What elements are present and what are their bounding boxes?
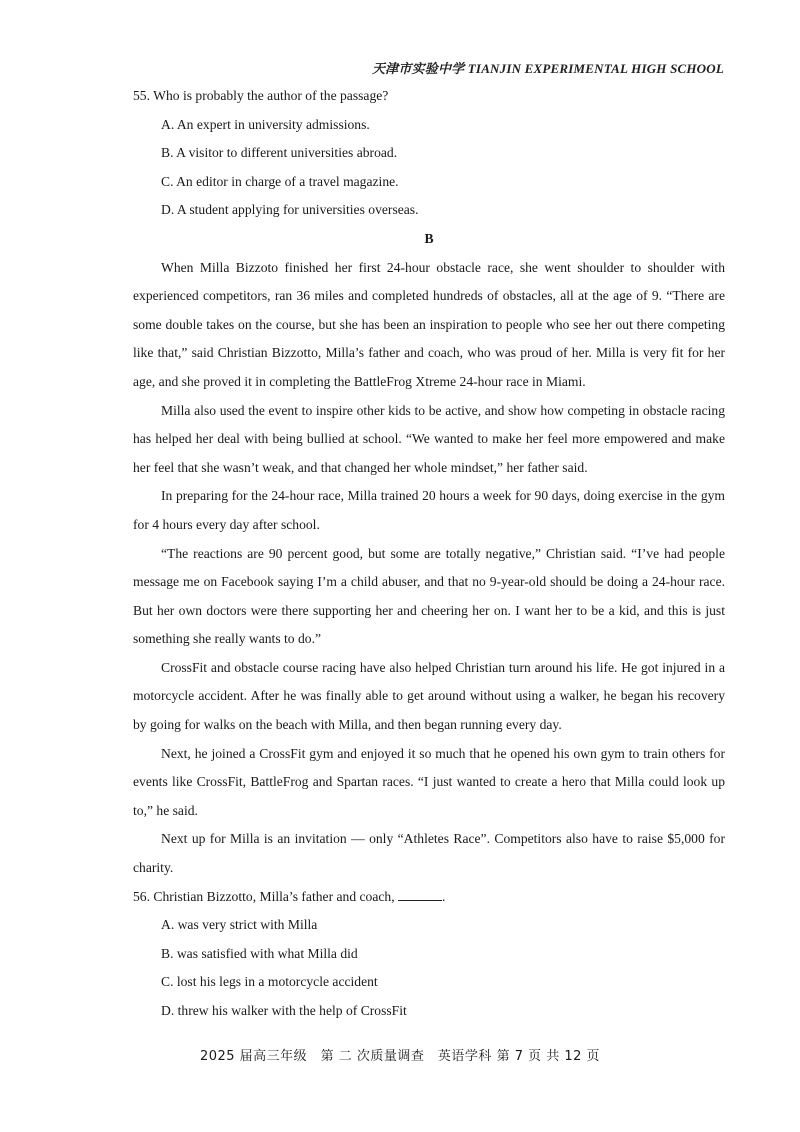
question-56-option-c: C. lost his legs in a motorcycle accident [161,974,378,990]
school-header: 天津市实验中学 TIANJIN EXPERIMENTAL HIGH SCHOOL [371,61,724,76]
passage-paragraph: Milla also used the event to inspire other kids to be active, and show how competing in obstacle racing has helped her deal with being bullied at school. “We wanted to make her feel more empowered and make her feel that she wasn’t weak, and that changed her whole mindset,” her father said. [133,402,725,475]
question-55-option-d: D. A student applying for universities overseas. [161,202,419,218]
question-56-option-b: B. was satisfied with what Milla did [161,945,358,961]
passage-paragraph: When Milla Bizzoto finished her first 24-hour obstacle race, she went shoulder to shoulder with experienced competitors, ran 36 miles and completed hundreds of obstacles, all at the age of 9. “There are some double takes on the course, but she has been an inspiration to people who see her out there competing like that,” said Christian Bizzotto, Milla’s father and coach, who was proud of her. Milla is very fit for her age, and she proved it in completing the BattleFrog Xtreme 24-hour race in Miami. [133,259,725,389]
question-56-stem-prefix: 56. Christian Bizzotto, Milla’s father and coach, [133,888,399,904]
passage-paragraph: “The reactions are 90 percent good, but some are totally negative,” Christian said. “I’ve had people message me on Facebook saying I’m a child abuser, and that no 9-year-old should be doing a 24-hour race. But her own doctors were there supporting her and cheering her on. I want her to be a kid, and this is just something she really wants to do.” [133,545,725,647]
question-56-stem [133,883,725,912]
passage-paragraph: Next up for Milla is an invitation — only “Athletes Race”. Competitors also have to raise $5,000 for charity. [133,831,725,876]
question-56-stem-suffix: . [442,888,446,904]
passage-paragraph: CrossFit and obstacle course racing have also helped Christian turn around his life. He got injured in a motorcycle accident. After he was finally able to get around without using a walker, he began his recovery by going for walks on the beach with Milla, and then began running every day. [133,659,725,733]
answer-blank [398,886,442,901]
passage-paragraph: Next, he joined a CrossFit gym and enjoyed it so much that he opened his own gym to train others for events like CrossFit, BattleFrog and Spartan races. “I just wanted to create a hero that Milla could look up to,” he said. [133,745,725,818]
question-55-stem: 55. Who is probably the author of the passage? [133,88,389,103]
question-55-option-a: A. An expert in university admissions. [161,116,370,132]
section-title: B [424,230,434,246]
question-56-option-d: D. threw his walker with the help of CrossFit [161,1003,407,1018]
question-55-option-c: C. An editor in charge of a travel magazine. [161,173,399,189]
question-55-option-b: B. A visitor to different universities abroad. [161,145,398,161]
passage-paragraph: In preparing for the 24-hour race, Milla trained 20 hours a week for 90 days, doing exercise in the gym for 4 hours every day after school. [133,488,725,532]
question-56-option-a: A. was very strict with Milla [161,917,318,933]
exam-content [133,82,725,1026]
page-footer: 2025 届高三年级 第 二 次质量调查 英语学科 第 7 页 共 12 页 [199,1049,601,1064]
